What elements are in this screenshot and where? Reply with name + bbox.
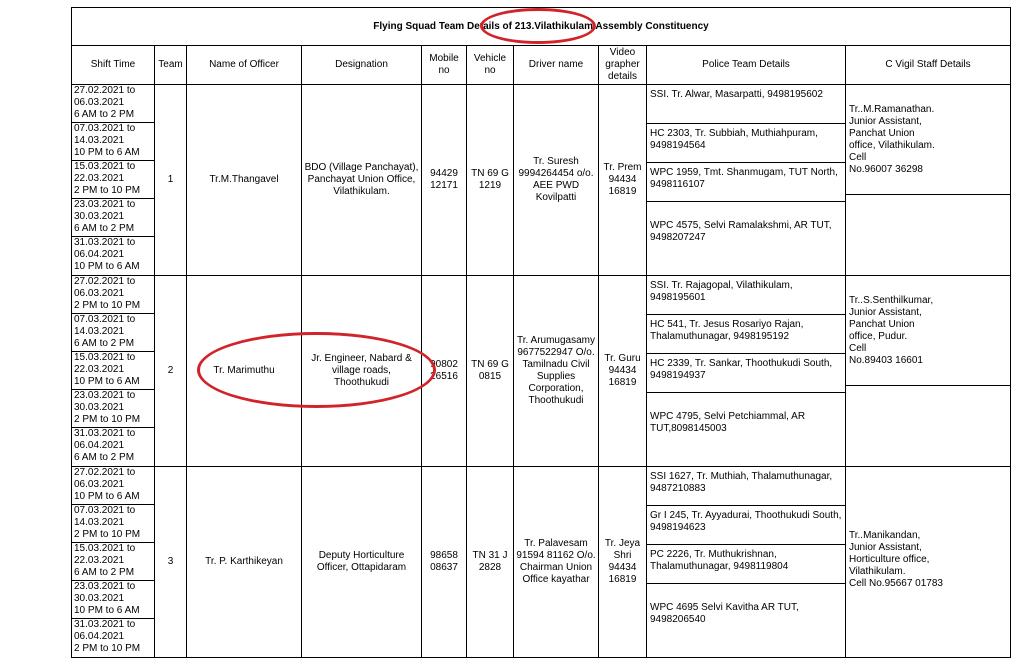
team-number: 1 <box>155 85 187 276</box>
header-shift-time: Shift Time <box>72 46 155 85</box>
vigil-staff-text: Tr..Manikandan, Junior Assistant, Horticulture office, Vilathikulam. Cell No.95667 01783 <box>849 530 943 589</box>
shift-entry: 31.03.2021 to 06.04.2021 10 PM to 6 AM <box>74 237 140 272</box>
shift-entry: 27.02.2021 to 06.03.2021 6 AM to 2 PM <box>72 85 154 123</box>
document-table-container <box>71 7 1010 658</box>
designation: Deputy Horticulture Officer, Ottapidaram <box>302 467 422 658</box>
header-designation: Designation <box>302 46 422 85</box>
mobile-number: 90802 26516 <box>422 276 467 467</box>
police-entry: HC 541, Tr. Jesus Rosariyo Rajan, Thalamuthunagar, 9498195192 <box>647 315 845 354</box>
header-video: Video grapher details <box>599 46 647 85</box>
shift-entry: 23.03.2021 to 30.03.2021 6 AM to 2 PM <box>72 199 154 237</box>
vehicle-number: TN 69 G 1219 <box>467 85 514 276</box>
shift-entry: 15.03.2021 to 22.03.2021 6 AM to 2 PM <box>72 543 154 581</box>
vigil-staff-text: Tr..S.Senthilkumar, Junior Assistant, Panchat Union office, Pudur. Cell No.89403 16601 <box>849 294 934 366</box>
shift-entry: 07.03.2021 to 14.03.2021 10 PM to 6 AM <box>72 123 154 161</box>
shift-list <box>72 276 155 467</box>
vehicle-number: TN 31 J 2828 <box>467 467 514 658</box>
police-team <box>647 467 846 658</box>
team-number: 3 <box>155 467 187 658</box>
police-team <box>647 276 846 467</box>
police-entry: SSI. Tr. Alwar, Masarpatti, 9498195602 <box>647 85 845 124</box>
officer-name: Tr. Marimuthu <box>187 276 302 467</box>
police-entry: WPC 4575, Selvi Ramalakshmi, AR TUT, 9498207247 <box>650 220 832 243</box>
police-entry: SSI 1627, Tr. Muthiah, Thalamuthunagar, 9487210883 <box>647 467 845 506</box>
shift-entry: 23.03.2021 to 30.03.2021 10 PM to 6 AM <box>72 581 154 619</box>
vigil-staff <box>846 467 1011 658</box>
officer-name: Tr.M.Thangavel <box>187 85 302 276</box>
shift-entry: 23.03.2021 to 30.03.2021 2 PM to 10 PM <box>72 390 154 428</box>
header-team: Team <box>155 46 187 85</box>
driver-name: Tr. Arumugasamy 9677522947 O/o. Tamilnadu Civil Supplies Corporation, Thoothukudi <box>514 276 599 467</box>
header-driver: Driver name <box>514 46 599 85</box>
officer-name: Tr. P. Karthikeyan <box>187 467 302 658</box>
table-row <box>72 85 1011 276</box>
police-entry: SSI. Tr. Rajagopal, Vilathikulam, 9498195601 <box>647 276 845 315</box>
shift-entry: 31.03.2021 to 06.04.2021 6 AM to 2 PM <box>74 428 136 463</box>
mobile-number: 98658 08637 <box>422 467 467 658</box>
videographer: Tr. Guru 94434 16819 <box>599 276 647 467</box>
header-vehicle: Vehicle no <box>467 46 514 85</box>
driver-name: Tr. Suresh 9994264454 o/o. AEE PWD Kovilpatti <box>514 85 599 276</box>
table-title: Flying Squad Team Details of 213.Vilathikulam Assembly Constituency <box>72 8 1011 46</box>
police-entry: WPC 4695 Selvi Kavitha AR TUT, 9498206540 <box>650 602 799 625</box>
shift-entry: 15.03.2021 to 22.03.2021 10 PM to 6 AM <box>72 352 154 390</box>
shift-list <box>72 85 155 276</box>
driver-name: Tr. Palavesam 91594 81162 O/o. Chairman Union Office kayathar <box>514 467 599 658</box>
table-row <box>72 276 1011 467</box>
header-mobile: Mobile no <box>422 46 467 85</box>
designation: Jr. Engineer, Nabard & village roads, Thoothukudi <box>302 276 422 467</box>
shift-entry: 27.02.2021 to 06.03.2021 10 PM to 6 AM <box>72 467 154 505</box>
shift-entry: 31.03.2021 to 06.04.2021 2 PM to 10 PM <box>74 619 141 654</box>
shift-entry: 07.03.2021 to 14.03.2021 2 PM to 10 PM <box>72 505 154 543</box>
vigil-staff-text: Tr..M.Ramanathan. Junior Assistant, Panchat Union office, Vilathikulam. Cell No.96007 36298 <box>849 103 935 175</box>
police-entry: PC 2226, Tr. Muthukrishnan, Thalamuthunagar, 9498119804 <box>647 545 845 584</box>
police-entry: Gr I 245, Tr. Ayyadurai, Thoothukudi South, 9498194623 <box>647 506 845 545</box>
shift-entry: 15.03.2021 to 22.03.2021 2 PM to 10 PM <box>72 161 154 199</box>
police-entry: WPC 4795, Selvi Petchiammal, AR TUT,8098145003 <box>650 411 806 434</box>
videographer: Tr. Jeya Shri 94434 16819 <box>599 467 647 658</box>
header-vigil: C Vigil Staff Details <box>846 46 1011 85</box>
shift-entry: 07.03.2021 to 14.03.2021 6 AM to 2 PM <box>72 314 154 352</box>
header-officer: Name of Officer <box>187 46 302 85</box>
mobile-number: 94429 12171 <box>422 85 467 276</box>
designation: BDO (Village Panchayat), Panchayat Union Office, Vilathikulam. <box>302 85 422 276</box>
vigil-staff <box>846 276 1011 467</box>
police-team <box>647 85 846 276</box>
police-entry: HC 2303, Tr. Subbiah, Muthiahpuram, 9498194564 <box>647 124 845 163</box>
videographer: Tr. Prem 94434 16819 <box>599 85 647 276</box>
flying-squad-table <box>71 7 1011 658</box>
team-number: 2 <box>155 276 187 467</box>
police-entry: WPC 1959, Tmt. Shanmugam, TUT North, 9498116107 <box>647 163 845 202</box>
header-police: Police Team Details <box>647 46 846 85</box>
table-row <box>72 467 1011 658</box>
shift-list <box>72 467 155 658</box>
police-entry: HC 2339, Tr. Sankar, Thoothukudi South, 9498194937 <box>647 354 845 393</box>
vigil-staff <box>846 85 1011 276</box>
shift-entry: 27.02.2021 to 06.03.2021 2 PM to 10 PM <box>72 276 154 314</box>
vehicle-number: TN 69 G 0815 <box>467 276 514 467</box>
